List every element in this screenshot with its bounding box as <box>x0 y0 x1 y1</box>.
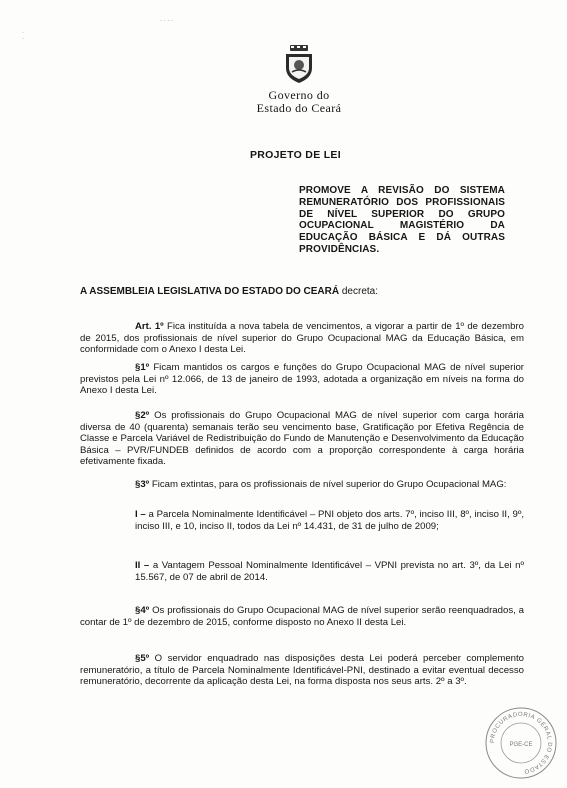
paragraph-5-label: §5º <box>135 653 150 664</box>
paragraph-1-text: Ficam mantidos os cargos e funções do Grupo Ocupacional MAG de nível superior previstos pela Lei nº 12.066, de 13 de janeiro de 1993, adotada a organização em níveis na forma do Anexo I desta Lei. <box>80 362 524 397</box>
preamble-rest: decreta: <box>339 286 379 297</box>
paragraph-3-text: Ficam extintas, para os profissionais de nível superior do Grupo Ocupacional MAG: <box>149 479 507 490</box>
paragraph-4-text: Os profissionais do Grupo Ocupacional MAG de nível superior serão reenquadrados, a contar de 1º de dezembro de 2015, conforme disposto no Anexo II desta Lei. <box>80 605 524 628</box>
inciso-2 <box>135 560 524 583</box>
paragraph-1-label: §1º <box>135 362 150 373</box>
agency-stamp-icon <box>484 706 558 780</box>
ementa: PROMOVE A REVISÃO DO SISTEMA REMUNERATÓRIO DOS PROFISSIONAIS DE NÍVEL SUPERIOR DO GRUPO OCUPACIONAL MAGISTÉRIO DA EDUCAÇÃO BÁSICA E DÁ OUTRAS PROVIDÊNCIAS. <box>299 185 505 255</box>
inciso-1-text: a Parcela Nominalmente Identificável – PNI objeto dos arts. 7º, inciso III, 8º, inciso II, 9º, inciso III, e 10, inciso II, todos da Lei nº 14.431, de 31 de julho de 2009; <box>135 509 524 532</box>
paragraph-5 <box>80 653 524 688</box>
paragraph-4-label: §4º <box>135 605 150 616</box>
inciso-1-label: I – <box>135 509 146 520</box>
state-coat-of-arms-icon <box>283 44 315 84</box>
inciso-2-label: II – <box>135 560 150 571</box>
paragraph-2-text: Os profissionais do Grupo Ocupacional MAG de nível superior com carga horária diversa de 40 (quarenta) semanais terão seu vencimento base, Gratificação por Efetiva Regência de Classe e Parcela Variável de Redistribuição do Fundo de Manutenção e Desenvolvimento da Educação Básica – PVR/FUNDEB definidos de acordo com a proporção correspondente à carga horária efetivamente fixada. <box>80 410 524 468</box>
stamp-initials: PGE-CE <box>509 742 533 748</box>
document-type: PROJETO DE LEI <box>250 149 341 161</box>
scan-marks: · · <box>22 30 24 42</box>
paragraph-3 <box>80 479 524 491</box>
government-line-2: Estado do Ceará <box>256 101 342 115</box>
article-1-text: Fica instituída a nova tabela de vencimentos, a vigorar a partir de 1º de dezembro de 2015, dos profissionais de nível superior do Grupo Ocupacional MAG da Educação Básica, em conformidade com o Anexo I desta Lei. <box>80 321 524 356</box>
scan-marks: · · · · <box>160 18 173 24</box>
paragraph-3-label: §3º <box>135 479 150 490</box>
paragraph-5-text: O servidor enquadrado nas disposições desta Lei poderá perceber complemento remuneratório, a título de Parcela Nominalmente Identificável-PNI, destinado a evitar eventual decesso remuneratório, decorrente da aplicação desta Lei, na forma disposta nos seus arts. 2º a 3º. <box>80 653 524 688</box>
article-1-label: Art. 1º <box>135 321 164 332</box>
inciso-2-text: a Vantagem Pessoal Nominalmente Identificável – VPNI prevista no art. 3º, da Lei nº 15.567, de 07 de abril de 2014. <box>135 560 524 583</box>
article-1 <box>80 321 524 356</box>
paragraph-4 <box>80 605 524 628</box>
paragraph-2-label: §2º <box>135 410 150 421</box>
paragraph-1 <box>80 362 524 397</box>
inciso-1 <box>135 509 524 532</box>
preamble-bold: A ASSEMBLEIA LEGISLATIVA DO ESTADO DO CEARÁ <box>80 286 340 297</box>
preamble <box>80 286 378 297</box>
paragraph-2 <box>80 410 524 468</box>
stamp-text: PROCURADORIA GERAL DO ESTADO <box>489 711 553 774</box>
government-line-1: Governo do <box>268 88 330 102</box>
